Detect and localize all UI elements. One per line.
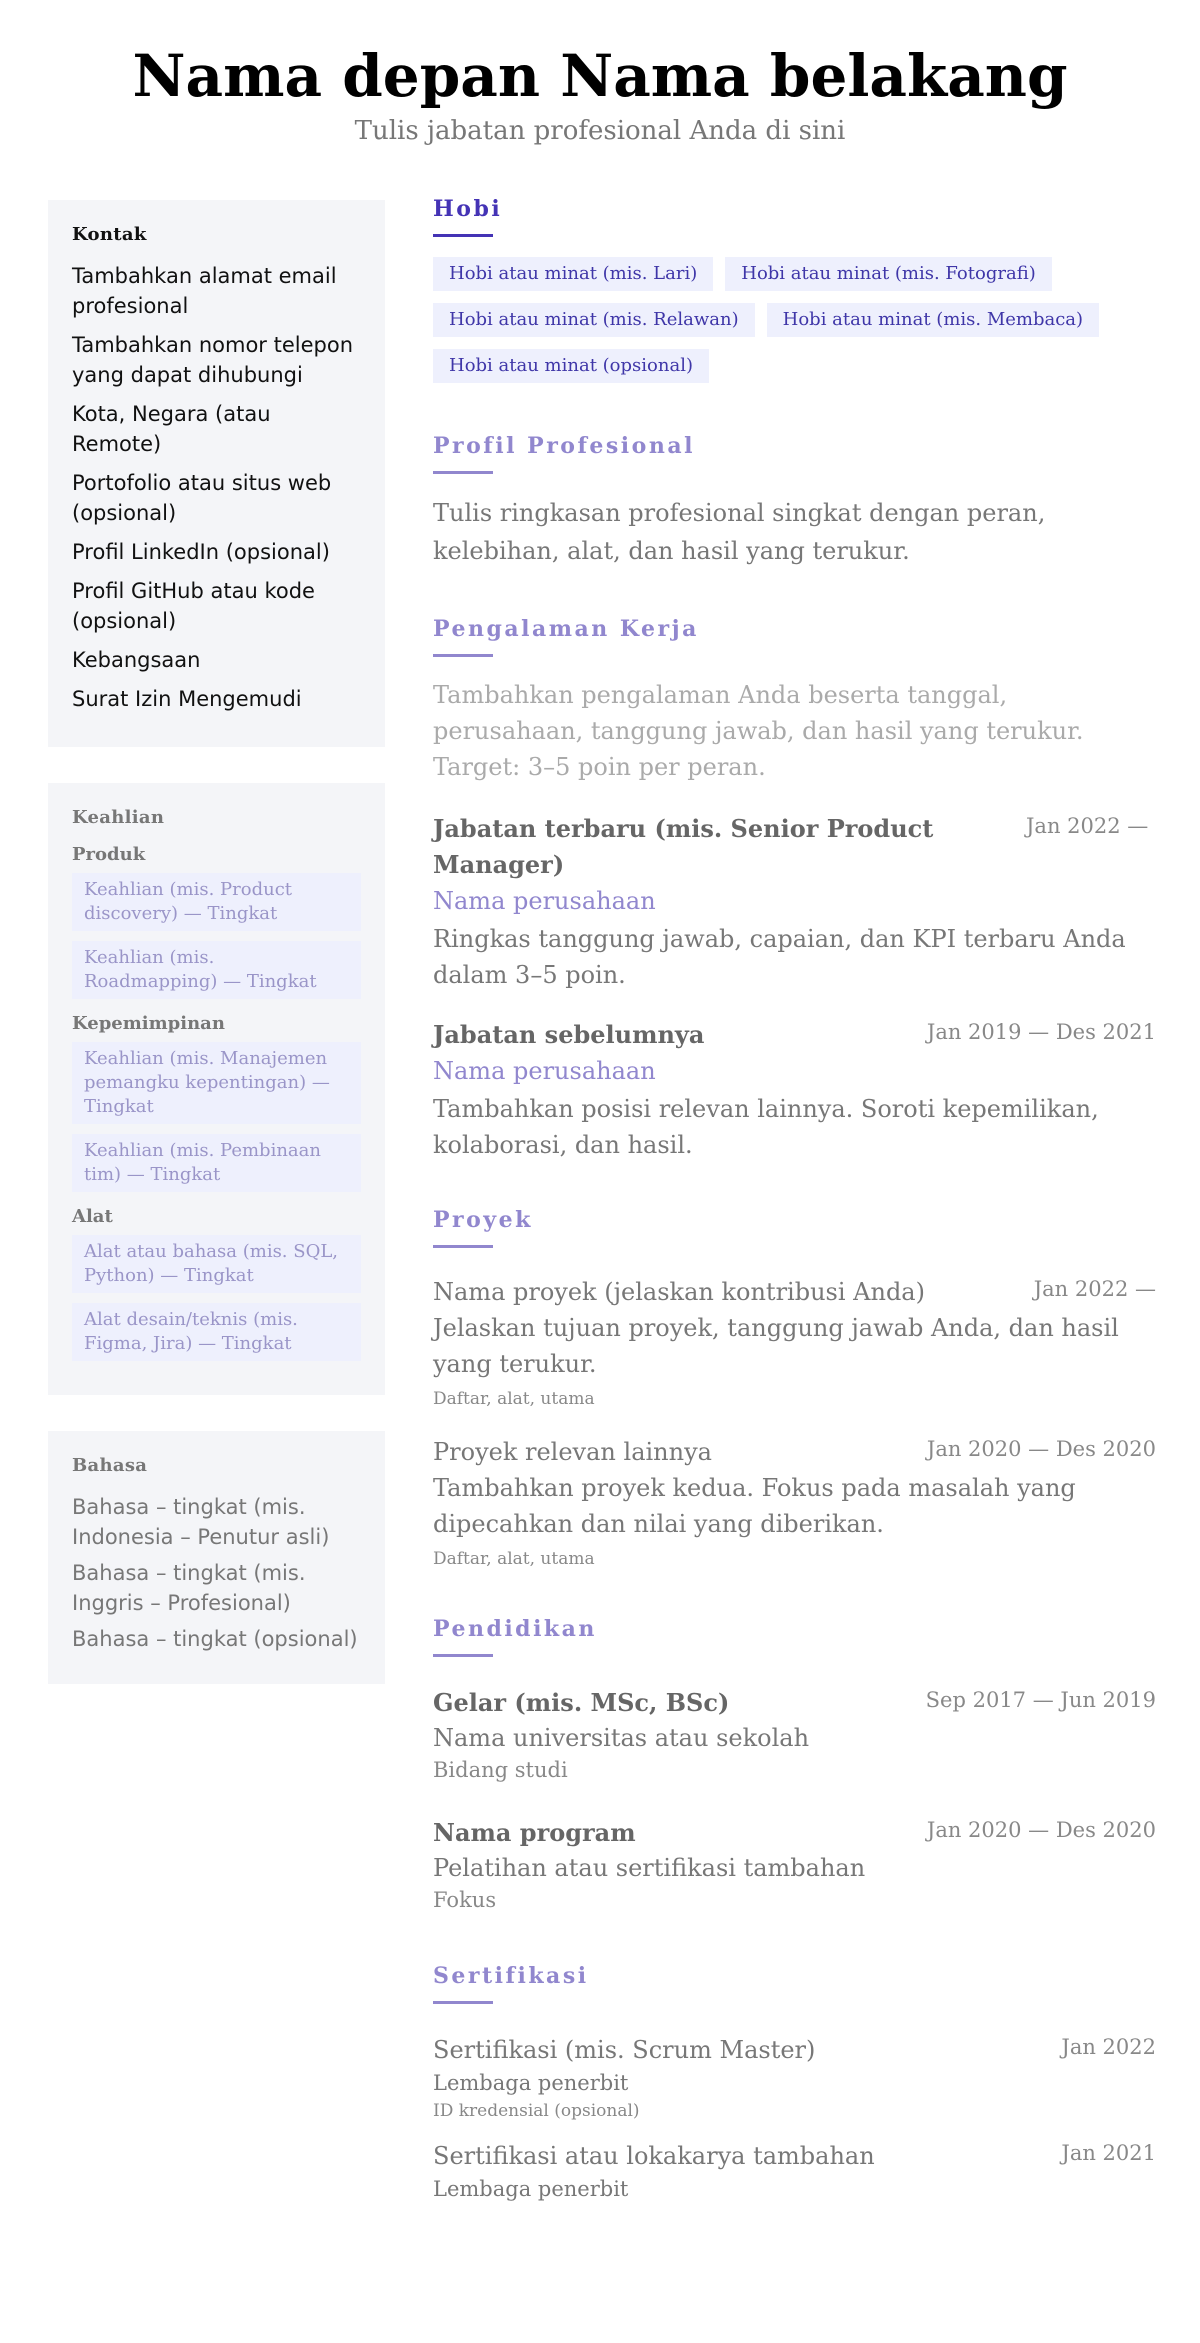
profile-section: [433, 433, 1156, 570]
contact-portfolio: Portofolio atau situs web (opsional): [72, 471, 332, 525]
skills-card: [48, 783, 385, 1395]
education-school: Pelatihan atau sertifikasi tambahan: [433, 1854, 866, 1882]
section-underline: [433, 654, 493, 657]
skill-group-tools: Alat: [72, 1206, 113, 1227]
project-entry: [433, 1274, 1156, 1412]
certifications-title: Sertifikasi: [433, 1963, 589, 1989]
full-name: Nama depan Nama belakang: [132, 42, 1068, 110]
section-underline: [433, 2001, 493, 2004]
job-entry: [433, 1017, 1156, 1163]
languages-title: Bahasa: [72, 1455, 148, 1476]
profile-summary: Tulis ringkasan profesional singkat dengan peran, kelebihan, alat, dan hasil yang terukur.: [433, 499, 1046, 565]
skill-group-leadership: Kepemimpinan: [72, 1013, 225, 1034]
contact-phone: Tambahkan nomor telepon yang dapat dihubungi: [72, 333, 353, 387]
hobby-chip: Hobi atau minat (mis. Fotografi): [725, 257, 1051, 291]
skill-chip: Keahlian (mis. Roadmapping) — Tingkat: [72, 941, 361, 999]
projects-section: [433, 1207, 1156, 1572]
education-field: Fokus: [433, 1888, 497, 1912]
hobbies-title: Hobi: [433, 196, 503, 222]
job-description: Ringkas tanggung jawab, capaian, dan KPI terbaru Anda dalam 3–5 poin.: [433, 925, 1126, 989]
project-date: Jan 2022 —: [1033, 1277, 1156, 1301]
education-field: Bidang studi: [433, 1758, 568, 1782]
skill-group-product: Produk: [72, 844, 146, 865]
skill-chip: Keahlian (mis. Manajemen pemangku kepentingan) — Tingkat: [72, 1042, 361, 1124]
education-entry: [433, 1815, 1156, 1915]
education-degree: Gelar (mis. MSc, BSc): [433, 1688, 730, 1717]
job-date: Jan 2022 —: [1026, 814, 1149, 838]
main-content: [433, 196, 1156, 2204]
certification-date: Jan 2021: [1061, 2141, 1156, 2165]
experience-title: Pengalaman Kerja: [433, 616, 699, 642]
contact-nationality: Kebangsaan: [72, 648, 201, 672]
contact-linkedin: Profil LinkedIn (opsional): [72, 540, 330, 564]
certification-name: Sertifikasi (mis. Scrum Master): [433, 2036, 816, 2064]
hobby-chip: Hobi atau minat (opsional): [433, 349, 709, 383]
certification-date: Jan 2022: [1061, 2035, 1156, 2059]
project-description: Tambahkan proyek kedua. Fokus pada masalah yang dipecahkan dan nilai yang diberikan.: [433, 1474, 1076, 1538]
education-entry: [433, 1685, 1156, 1785]
certification-issuer: Lembaga penerbit: [433, 2071, 629, 2095]
certification-entry: [433, 2032, 1156, 2124]
education-date: Jan 2020 — Des 2020: [926, 1818, 1156, 1842]
skill-chip: Alat desain/teknis (mis. Figma, Jira) — Tingkat: [72, 1303, 361, 1361]
skills-title: Keahlian: [72, 807, 165, 828]
project-name: Proyek relevan lainnya: [433, 1438, 712, 1466]
hobby-chip: Hobi atau minat (mis. Lari): [433, 257, 713, 291]
hobby-chips: [433, 257, 1156, 383]
job-company: Nama perusahaan: [433, 887, 656, 915]
project-name: Nama proyek (jelaskan kontribusi Anda): [433, 1278, 925, 1306]
skill-chip: Keahlian (mis. Product discovery) — Tingkat: [72, 873, 361, 931]
section-underline: [433, 471, 493, 474]
contact-card: [48, 200, 385, 747]
experience-intro: Tambahkan pengalaman Anda beserta tanggal, perusahaan, tanggung jawab, dan hasil yang terukur. Target: 3–5 poin per peran.: [433, 681, 1084, 781]
professional-title: Tulis jabatan profesional Anda di sini: [354, 116, 846, 146]
skill-chip: Alat atau bahasa (mis. SQL, Python) — Tingkat: [72, 1235, 361, 1293]
project-date: Jan 2020 — Des 2020: [926, 1437, 1156, 1461]
skill-chip: Keahlian (mis. Pembinaan tim) — Tingkat: [72, 1134, 361, 1192]
experience-section: [433, 616, 1156, 1163]
certifications-section: [433, 1963, 1156, 2204]
project-description: Jelaskan tujuan proyek, tanggung jawab Anda, dan hasil yang terukur.: [433, 1314, 1119, 1378]
language-item: Bahasa – tingkat (mis. Indonesia – Penutur asli): [72, 1495, 330, 1549]
hobby-chip: Hobi atau minat (mis. Relawan): [433, 303, 755, 337]
job-date: Jan 2019 — Des 2021: [926, 1020, 1156, 1044]
resume-header: [0, 40, 1200, 148]
profile-title: Profil Profesional: [433, 433, 695, 459]
education-degree: Nama program: [433, 1818, 636, 1847]
education-date: Sep 2017 — Jun 2019: [925, 1688, 1156, 1712]
certification-name: Sertifikasi atau lokakarya tambahan: [433, 2142, 875, 2170]
section-underline: [433, 1654, 493, 1657]
section-underline: [433, 1245, 493, 1248]
certification-credential: ID kredensial (opsional): [433, 2101, 640, 2121]
education-section: [433, 1616, 1156, 1915]
contact-location: Kota, Negara (atau Remote): [72, 402, 271, 456]
section-underline: [433, 234, 493, 237]
project-entry: [433, 1434, 1156, 1572]
contact-github: Profil GitHub atau kode (opsional): [72, 579, 315, 633]
hobby-chip: Hobi atau minat (mis. Membaca): [767, 303, 1099, 337]
language-item: Bahasa – tingkat (mis. Inggris – Profesional): [72, 1561, 306, 1615]
projects-title: Proyek: [433, 1207, 533, 1233]
hobbies-section: [433, 196, 1156, 383]
project-meta: Daftar, alat, utama: [433, 1549, 595, 1569]
education-school: Nama universitas atau sekolah: [433, 1724, 810, 1752]
education-title: Pendidikan: [433, 1616, 597, 1642]
contact-title: Kontak: [72, 224, 147, 245]
certification-issuer: Lembaga penerbit: [433, 2177, 629, 2201]
job-company: Nama perusahaan: [433, 1057, 656, 1085]
project-meta: Daftar, alat, utama: [433, 1389, 595, 1409]
certification-entry: [433, 2138, 1156, 2204]
job-role: Jabatan terbaru (mis. Senior Product Manager): [433, 814, 934, 879]
languages-card: [48, 1431, 385, 1684]
language-item: Bahasa – tingkat (opsional): [72, 1627, 358, 1651]
contact-email: Tambahkan alamat email profesional: [72, 264, 337, 318]
job-description: Tambahkan posisi relevan lainnya. Soroti kepemilikan, kolaborasi, dan hasil.: [433, 1095, 1099, 1159]
sidebar: [48, 200, 385, 1720]
contact-driving-license: Surat Izin Mengemudi: [72, 687, 302, 711]
job-role: Jabatan sebelumnya: [433, 1020, 705, 1049]
job-entry: [433, 811, 1156, 993]
